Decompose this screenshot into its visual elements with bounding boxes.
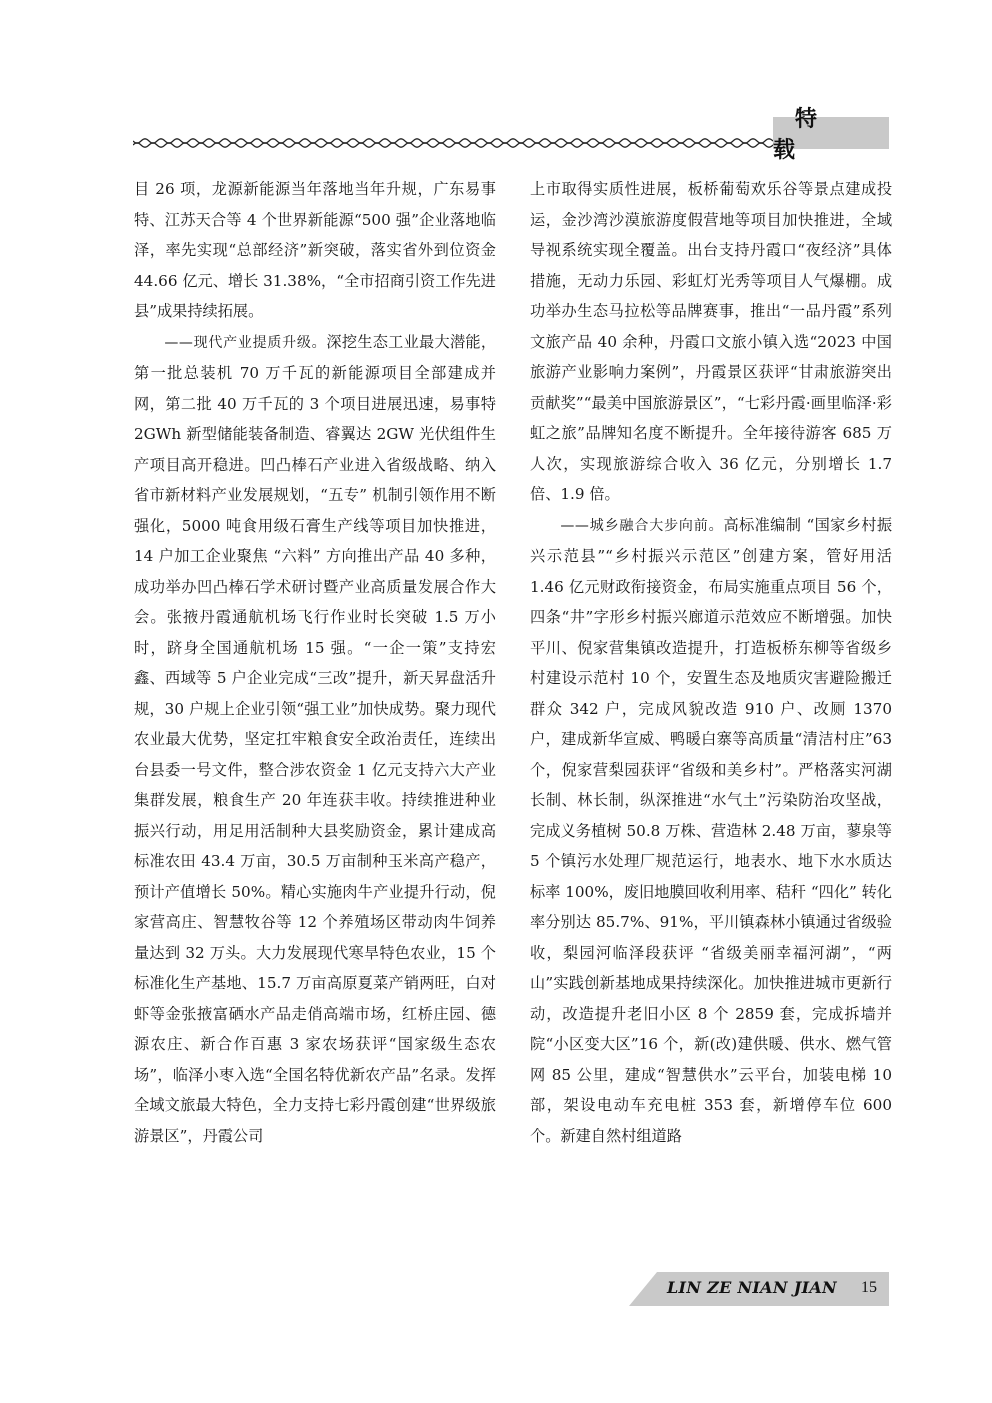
left-paragraph-2-body: 深挖生态工业最大潜能，第一批总装机 70 万千瓦的新能源项目全部建成并网，第二批 40 万千瓦的 3 个项目进展迅速，易事特 2GWh 新型储能装备制造、睿翼达 2GW 光伏组件生产项目高开稳进。凹凸棒石产业进入省级战略、纳入省市新材料产业发展规划，“五专” 机制引领作用不断强化，5000 吨食用级石膏生产线等项目加快推进，14 户加工企业聚焦 “六料” 方向推出产品 40 多种，成功举办凹凸棒石学术研讨暨产业高质量发展合作大会。张掖丹霞通航机场飞行作业时长突破 1.5 万小时，跻身全国通航机场 15 强。“一企一策”支持宏鑫、西域等 5 户企业完成“三改”提升，新天昇盘活升规，30 户规上企业引领“强工业”加快成势。聚力现代农业最大优势，坚定扛牢粮食安全政治责任，连续出台县委一号文件，整合涉农资金 1 亿元支持六大产业集群发展，粮食生产 20 年连获丰收。持续推进种业振兴行动，用足用活制种大县奖励资金，累计建成高标准农田 43.4 万亩，30.5 万亩制种玉米高产稳产，预计产值增长 50%。精心实施肉牛产业提升行动，倪家营高庄、智慧牧谷等 12 个养殖场区带动肉牛饲养量达到 32 万头。大力发展现代寒旱特色农业，15 个标准化生产基地、15.7 万亩高原夏菜产销两旺，白对虾等金张掖富硒水产品走俏高端市场，红桥庄园、德源农庄、新合作百惠 3 家农场获评“国家级生态农场”，临泽小枣入选“全国名特优新农产品”名录。发挥全域文旅最大特色，全力支持七彩丹霞创建“世界级旅游景区”，丹霞公司 [134,332,496,1145]
left-paragraph-1: 目 26 项，龙源新能源当年落地当年升规，广东易事特、江苏天合等 4 个世界新能源“500 强”企业落地临泽，率先实现“总部经济”新突破，落实省外到位资金 44.66 亿元、增长 31.38%，“全市招商引资工作先进县”成果持续拓展。 [134,180,496,320]
right-paragraph-2-body: 高标准编制 “国家乡村振兴示范县”“乡村振兴示范区”创建方案，管好用活 1.46 亿元财政衔接资金，布局实施重点项目 56 个，四条“井”字形乡村振兴廊道示范效应不断增强。加快平川、倪家营集镇改造提升，打造板桥东柳等省级乡村建设示范村 10 个，安置生态及地质灾害避险搬迁群众 342 户，完成风貌改造 910 户、改厕 1370 户，建成新华宣威、鸭暖白寨等高质量“清洁村庄”63 个，倪家营梨园获评“省级和美乡村”。严格落实河湖长制、林长制，纵深推进“水气土”污染防治攻坚战，完成义务植树 50.8 万株、营造林 2.48 万亩，蓼泉等 5 个镇污水处理厂规范运行，地表水、地下水水质达标率 100%，废旧地膜回收利用率、秸秆 “四化” 转化率分别达 85.7%、91%，平川镇森林小镇通过省级验收，梨园河临泽段获评 “省级美丽幸福河湖”，“两山”实践创新基地成果持续深化。加快推进城市更新行动，改造提升老旧小区 8 个 2859 套，完成拆墙并院“小区变大区”16 个，新(改)建供暖、供水、燃气管网 85 公里，建成“智慧供水”云平台，加装电梯 10 部，架设电动车充电桩 353 套，新增停车位 600 个。新建自然村组道路 [530,515,892,1145]
page-number: 15 [861,1279,877,1296]
section-label: 特 载 [773,117,889,149]
journal-title: LIN ZE NIAN JIAN [667,1278,837,1297]
right-column [530,174,892,1249]
subhead-urban-rural: ——城乡融合大步向前。 [560,517,724,534]
left-paragraph-2 [134,327,496,1152]
wavy-line-graphic [133,136,773,150]
right-paragraph-1: 上市取得实质性进展，板桥葡萄欢乐谷等景点建成投运，金沙湾沙漠旅游度假营地等项目加快推进，全域导视系统实现全覆盖。出台支持丹霞口“夜经济”具体措施，无动力乐园、彩虹灯光秀等项目人气爆棚。成功举办生态马拉松等品牌赛事，推出“一品丹霞”系列文旅产品 40 余种，丹霞口文旅小镇入选“2023 中国旅游产业影响力案例”，丹霞景区获评“甘肃旅游突出贡献奖”“最美中国旅游景区”，“七彩丹霞·画里临泽·彩虹之旅”品牌知名度不断提升。全年接待游客 685 万人次，实现旅游综合收入 36 亿元，分别增长 1.7 倍、1.9 倍。 [530,180,892,503]
subhead-industry: ——现代产业提质升级。 [164,334,327,351]
right-paragraph-2 [530,510,892,1152]
footer-band [629,1272,889,1306]
left-column [134,174,496,1249]
header-wavy-rule [133,136,773,150]
